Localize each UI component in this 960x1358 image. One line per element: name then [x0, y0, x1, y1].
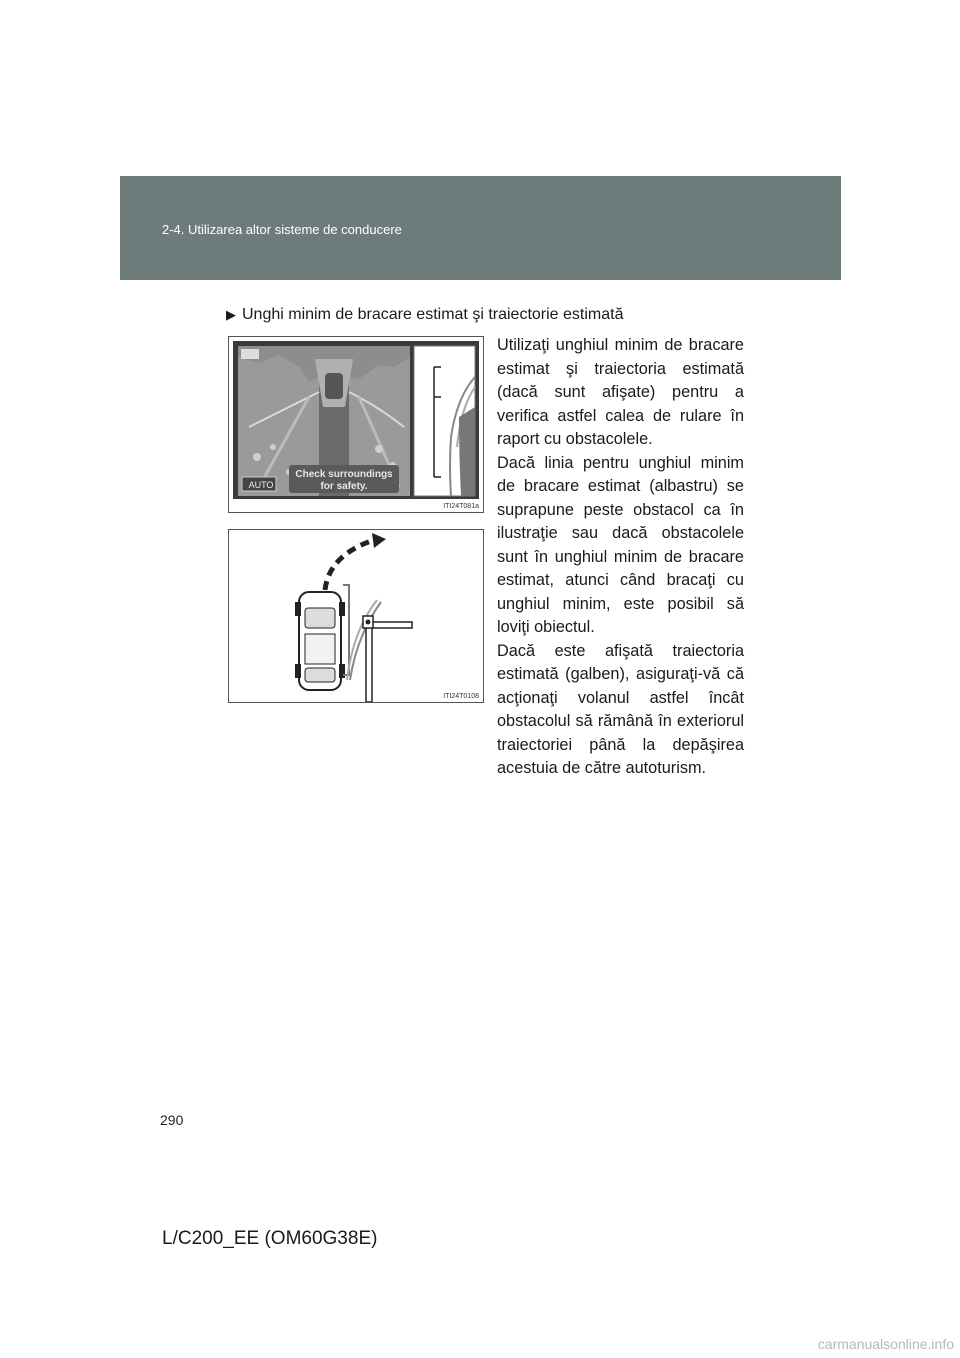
screen-message-line2: for safety.: [320, 481, 368, 492]
bullet-triangle-icon: ▶: [226, 307, 236, 322]
top-view-figure: [228, 529, 484, 703]
model-code: L/C200_EE (OM60G38E): [162, 1228, 378, 1249]
vehicle-side: [459, 407, 475, 496]
top-view-illustration: [229, 530, 483, 702]
auto-mode-label: AUTO: [248, 480, 274, 490]
section-title: 2-4. Utilizarea altor sisteme de conducere: [162, 222, 402, 237]
paragraph: Dacă este afişată traiectoria estimată (galben), asiguraţi-vă că acţionaţi volanul astfel încât obstacolul să rămână în exteriorul traiectoriei până la depăşirea acestuia de către autoturism.: [497, 641, 744, 777]
obstacle-wall: [372, 622, 412, 628]
subheading-text: Unghi minim de bracare estimat şi traiectorie estimată: [242, 306, 624, 323]
watermark: carmanualsonline.info: [817, 1336, 954, 1352]
obstacle-post: [366, 622, 372, 702]
paragraph: Dacă linia pentru unghiul minim de bracare estimat (albastru) se suprapune peste obstacol ca în ilustraţie sau dacă obstacolele sunt în unghiul minim de bracare estimat, atunci când bracaţi cu unghiul minim, este posibil să loviţi obiectul.: [497, 453, 744, 636]
view-indicator-icon: [241, 349, 259, 359]
figure-code: ITI24T0108: [443, 693, 479, 700]
figure-code: ITI24T081a: [443, 503, 479, 510]
camera-screen-figure: [228, 336, 484, 513]
paragraph: Utilizaţi unghiul minim de bracare estimat şi traiectoria estimată (dacă sunt afişate) pentru a verifica astfel calea de rulare în raport cu obstacolele.: [497, 336, 744, 448]
body-text: [497, 334, 744, 781]
subheading: [226, 306, 623, 324]
screen-message-line1: Check surroundings: [295, 469, 393, 480]
camera-screen-illustration: [229, 337, 483, 512]
page-number: 290: [160, 1112, 184, 1128]
